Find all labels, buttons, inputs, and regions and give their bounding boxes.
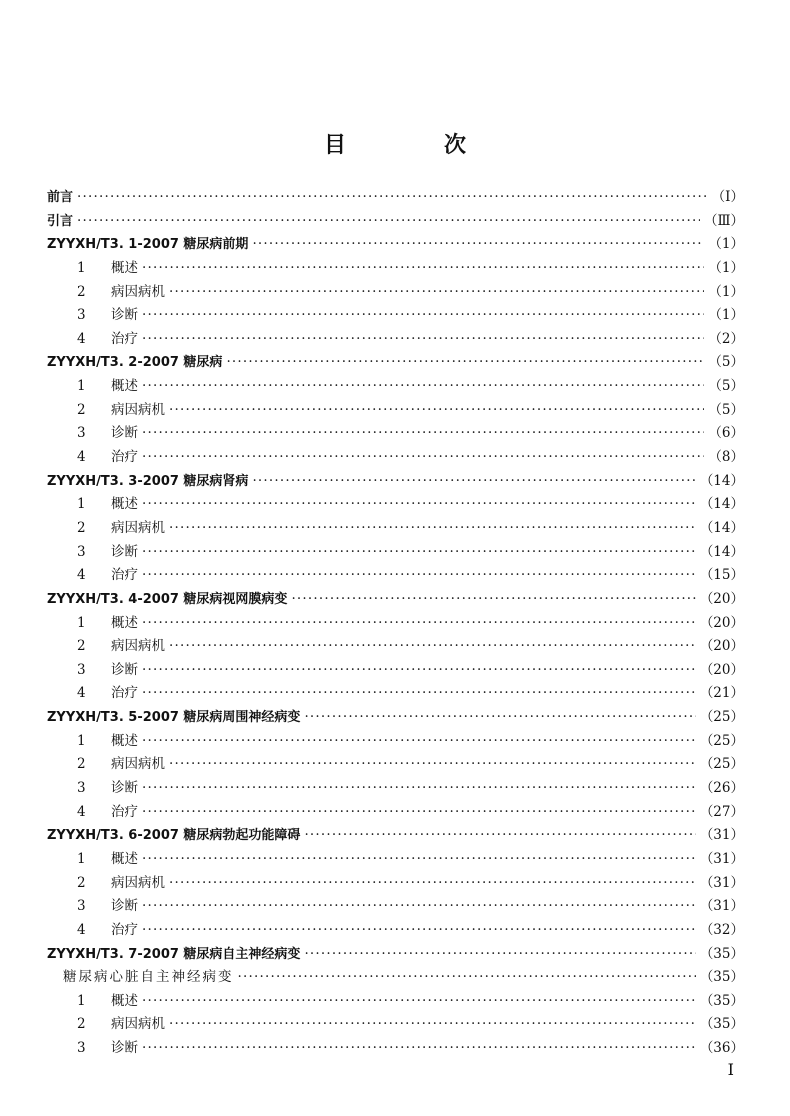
toc-section-entry: [47, 232, 744, 256]
toc-item-entry: [47, 516, 744, 540]
leader-dots: [142, 449, 704, 465]
toc-item-entry: [47, 729, 744, 753]
toc-entry-title: 治疗: [111, 921, 138, 938]
toc-entry-title: 治疗: [111, 567, 138, 584]
toc-page-number: （15）: [699, 567, 744, 584]
leader-dots: [252, 236, 704, 252]
toc-item-entry: [47, 752, 744, 776]
toc-page-number: （25）: [699, 709, 744, 726]
toc-item-number: 4: [77, 685, 86, 702]
leader-dots: [142, 922, 696, 938]
toc-entry-title: 治疗: [111, 803, 138, 820]
leader-dots: [238, 969, 696, 985]
leader-dots: [169, 284, 704, 300]
leader-dots: [142, 260, 704, 276]
page-title: 目 次: [323, 133, 504, 158]
toc-item-entry: [47, 800, 744, 824]
leader-dots: [169, 756, 696, 772]
leader-dots: [142, 378, 704, 394]
toc-page-number: （14）: [699, 472, 744, 489]
toc-page-number: （35）: [699, 945, 744, 962]
toc-entry-title: ZYYXH/T3. 6-2007 糖尿病勃起功能障碍: [47, 828, 301, 844]
toc-entry-title: 诊断: [111, 307, 138, 324]
leader-dots: [142, 780, 696, 796]
toc-entry-title: 病因病机: [111, 1016, 165, 1033]
leader-dots: [304, 946, 695, 962]
leader-dots: [169, 875, 696, 891]
toc-item-number: 1: [77, 259, 86, 276]
leader-dots: [142, 993, 696, 1009]
toc-entry-title: ZYYXH/T3. 3-2007 糖尿病肾病: [47, 473, 249, 489]
leader-dots: [142, 307, 704, 323]
leader-dots: [77, 213, 700, 229]
toc-entry-title: ZYYXH/T3. 4-2007 糖尿病视网膜病变: [47, 591, 288, 607]
toc-page-number: （1）: [708, 259, 744, 276]
toc-entry-title: 诊断: [111, 1040, 138, 1057]
toc-entry-title: ZYYXH/T3. 2-2007 糖尿病: [47, 355, 223, 371]
toc-page-number: （14）: [699, 543, 744, 560]
toc-item-number: 3: [77, 543, 86, 560]
toc-item-number: 3: [77, 1040, 86, 1057]
toc-item-number: 2: [77, 401, 86, 418]
table-of-contents: [47, 185, 744, 1060]
toc-item-number: 4: [77, 567, 86, 584]
leader-dots: [142, 851, 696, 867]
toc-page-number: （25）: [699, 732, 744, 749]
toc-item-number: 2: [77, 519, 86, 536]
toc-item-entry: [47, 847, 744, 871]
leader-dots: [142, 496, 696, 512]
toc-section-entry: [47, 823, 744, 847]
leader-dots: [142, 733, 696, 749]
toc-section-entry: [47, 469, 744, 493]
toc-entry-title: 病因病机: [111, 874, 165, 891]
toc-page-number: （1）: [708, 307, 744, 324]
toc-item-entry: [47, 256, 744, 280]
toc-page-number: （5）: [708, 354, 744, 371]
toc-section-entry: [47, 587, 744, 611]
toc-item-number: 4: [77, 449, 86, 466]
toc-item-number: 3: [77, 898, 86, 915]
toc-entry-title: 病因病机: [111, 638, 165, 655]
toc-item-entry: [47, 871, 744, 895]
toc-entry-title: ZYYXH/T3. 5-2007 糖尿病周围神经病变: [47, 710, 301, 726]
toc-item-entry: [47, 374, 744, 398]
toc-page-number: （14）: [699, 496, 744, 513]
toc-item-number: 1: [77, 732, 86, 749]
toc-item-number: 1: [77, 850, 86, 867]
toc-entry-title: 诊断: [111, 425, 138, 442]
toc-page-number: （31）: [699, 827, 744, 844]
toc-item-number: 2: [77, 756, 86, 773]
toc-entry-title: 糖尿病心脏自主神经病变: [63, 969, 234, 986]
toc-item-entry: [47, 776, 744, 800]
toc-page-number: （2）: [708, 330, 744, 347]
toc-item-entry: [47, 611, 744, 635]
leader-dots: [169, 402, 704, 418]
toc-page-number: （Ⅲ）: [703, 212, 744, 229]
leader-dots: [142, 331, 704, 347]
toc-entry-title: ZYYXH/T3. 1-2007 糖尿病前期: [47, 237, 249, 253]
toc-page-number: （35）: [699, 992, 744, 1009]
toc-page-number: （31）: [699, 850, 744, 867]
toc-section-entry: [47, 942, 744, 966]
toc-entry-title: 病因病机: [111, 519, 165, 536]
toc-page-number: （21）: [699, 685, 744, 702]
toc-entry-title: 概述: [111, 732, 138, 749]
leader-dots: [142, 1040, 696, 1056]
toc-page-number: （35）: [699, 1016, 744, 1033]
toc-item-entry: [47, 303, 744, 327]
toc-page-number: （Ⅰ）: [711, 189, 744, 205]
toc-section-entry: [47, 185, 744, 209]
toc-entry-title: 概述: [111, 496, 138, 513]
leader-dots: [142, 898, 696, 914]
toc-item-entry: [47, 540, 744, 564]
toc-page-number: （6）: [708, 425, 744, 442]
leader-dots: [142, 685, 696, 701]
toc-page-number: （31）: [699, 898, 744, 915]
toc-entry-title: 概述: [111, 614, 138, 631]
leader-dots: [169, 638, 696, 654]
leader-dots: [142, 544, 696, 560]
toc-item-entry: [47, 563, 744, 587]
toc-page-number: （20）: [699, 638, 744, 655]
toc-item-entry: [47, 894, 744, 918]
toc-page-number: （5）: [708, 401, 744, 418]
toc-section-entry: [47, 209, 744, 233]
toc-item-number: 2: [77, 1016, 86, 1033]
page-number: Ⅰ: [727, 1060, 734, 1079]
leader-dots: [252, 473, 695, 489]
toc-page-number: （20）: [699, 590, 744, 607]
toc-page-number: （32）: [699, 921, 744, 938]
toc-entry-title: 引言: [47, 213, 74, 229]
toc-item-entry: [47, 445, 744, 469]
toc-item-number: 1: [77, 992, 86, 1009]
leader-dots: [77, 189, 706, 205]
toc-item-number: 1: [77, 378, 86, 395]
leader-dots: [142, 662, 696, 678]
toc-item-number: 2: [77, 283, 86, 300]
toc-item-number: 3: [77, 307, 86, 324]
toc-page-number: （8）: [708, 449, 744, 466]
toc-section-entry: [47, 350, 744, 374]
toc-entry-title: 概述: [111, 992, 138, 1009]
toc-page-number: （20）: [699, 661, 744, 678]
toc-item-entry: [47, 398, 744, 422]
leader-dots: [304, 827, 695, 843]
toc-item-number: 3: [77, 661, 86, 678]
toc-entry-title: 诊断: [111, 543, 138, 560]
toc-entry-title: 治疗: [111, 449, 138, 466]
toc-entry-title: 概述: [111, 259, 138, 276]
toc-item-number: 2: [77, 638, 86, 655]
toc-page-number: （20）: [699, 614, 744, 631]
toc-item-number: 2: [77, 874, 86, 891]
toc-page-number: （27）: [699, 803, 744, 820]
toc-entry-title: 诊断: [111, 661, 138, 678]
leader-dots: [169, 520, 696, 536]
toc-entry-title: 概述: [111, 378, 138, 395]
toc-item-number: 4: [77, 330, 86, 347]
toc-entry-title: 概述: [111, 850, 138, 867]
toc-item-entry: [47, 989, 744, 1013]
toc-page-number: （5）: [708, 378, 744, 395]
toc-item-entry: [47, 280, 744, 304]
toc-item-number: 3: [77, 780, 86, 797]
toc-item-number: 1: [77, 614, 86, 631]
toc-item-entry: [47, 681, 744, 705]
leader-dots: [226, 354, 704, 370]
toc-page-number: （1）: [708, 283, 744, 300]
toc-item-entry: [47, 634, 744, 658]
leader-dots: [169, 1016, 696, 1032]
toc-page-number: （35）: [699, 969, 744, 986]
leader-dots: [142, 425, 704, 441]
toc-item-number: 1: [77, 496, 86, 513]
toc-entry-title: 前言: [47, 190, 74, 205]
toc-page-number: （26）: [699, 780, 744, 797]
toc-item-entry: [47, 918, 744, 942]
toc-entry-title: 治疗: [111, 685, 138, 702]
toc-page-number: （31）: [699, 874, 744, 891]
toc-item-entry: [47, 658, 744, 682]
toc-item-entry: [47, 421, 744, 445]
toc-entry-title: ZYYXH/T3. 7-2007 糖尿病自主神经病变: [47, 946, 301, 962]
toc-item-number: 4: [77, 803, 86, 820]
toc-item-entry: [47, 492, 744, 516]
toc-page-number: （36）: [699, 1040, 744, 1057]
toc-page-number: （14）: [699, 519, 744, 536]
toc-item-entry: [47, 1012, 744, 1036]
toc-item-number: 3: [77, 425, 86, 442]
toc-entry-title: 病因病机: [111, 283, 165, 300]
toc-entry-title: 诊断: [111, 780, 138, 797]
leader-dots: [142, 615, 696, 631]
toc-section-entry: [47, 705, 744, 729]
leader-dots: [142, 567, 696, 583]
toc-entry-title: 诊断: [111, 898, 138, 915]
toc-page-number: （25）: [699, 756, 744, 773]
leader-dots: [304, 709, 695, 725]
toc-page-number: （1）: [708, 236, 744, 253]
leader-dots: [142, 804, 696, 820]
toc-entry-title: 病因病机: [111, 756, 165, 773]
toc-item-number: 4: [77, 921, 86, 938]
toc-subheading-entry: [47, 965, 744, 989]
toc-entry-title: 治疗: [111, 330, 138, 347]
toc-entry-title: 病因病机: [111, 401, 165, 418]
leader-dots: [291, 591, 695, 607]
toc-item-entry: [47, 327, 744, 351]
toc-item-entry: [47, 1036, 744, 1060]
